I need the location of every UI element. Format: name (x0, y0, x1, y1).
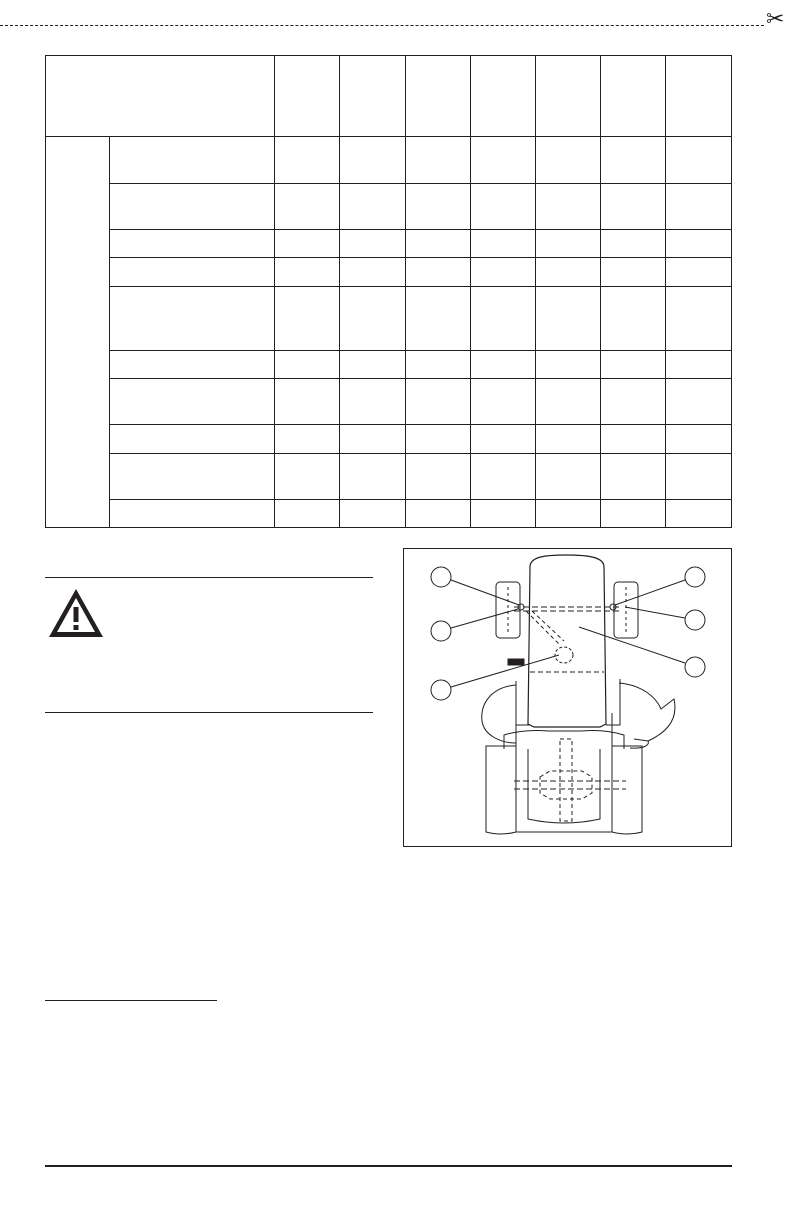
cut-line (0, 25, 764, 26)
row-divider (109, 378, 731, 379)
row-divider (109, 424, 731, 425)
column-divider (600, 56, 601, 527)
warning-bottom-rule (45, 712, 373, 713)
row-divider (109, 229, 731, 230)
row-divider (109, 499, 731, 500)
warning-triangle-icon (47, 587, 105, 639)
row-divider (109, 286, 731, 287)
footer-rule (45, 1165, 732, 1167)
footnote-rule (45, 1000, 217, 1001)
column-divider (470, 56, 471, 527)
row-divider (109, 183, 731, 184)
header-divider (46, 136, 731, 137)
column-divider (339, 56, 340, 527)
lubrication-figure (403, 548, 732, 847)
scissors-icon: ✂ (766, 6, 785, 31)
row-divider (109, 453, 731, 454)
column-divider (665, 56, 666, 527)
warning-top-rule (45, 577, 373, 578)
group-column-divider (109, 136, 110, 527)
column-divider (535, 56, 536, 527)
tractor-diagram (404, 549, 731, 846)
row-divider (109, 257, 731, 258)
row-divider (109, 350, 731, 351)
column-divider (405, 56, 406, 527)
warning-box (45, 577, 373, 713)
column-divider (274, 56, 275, 527)
schedule-table (45, 55, 732, 528)
